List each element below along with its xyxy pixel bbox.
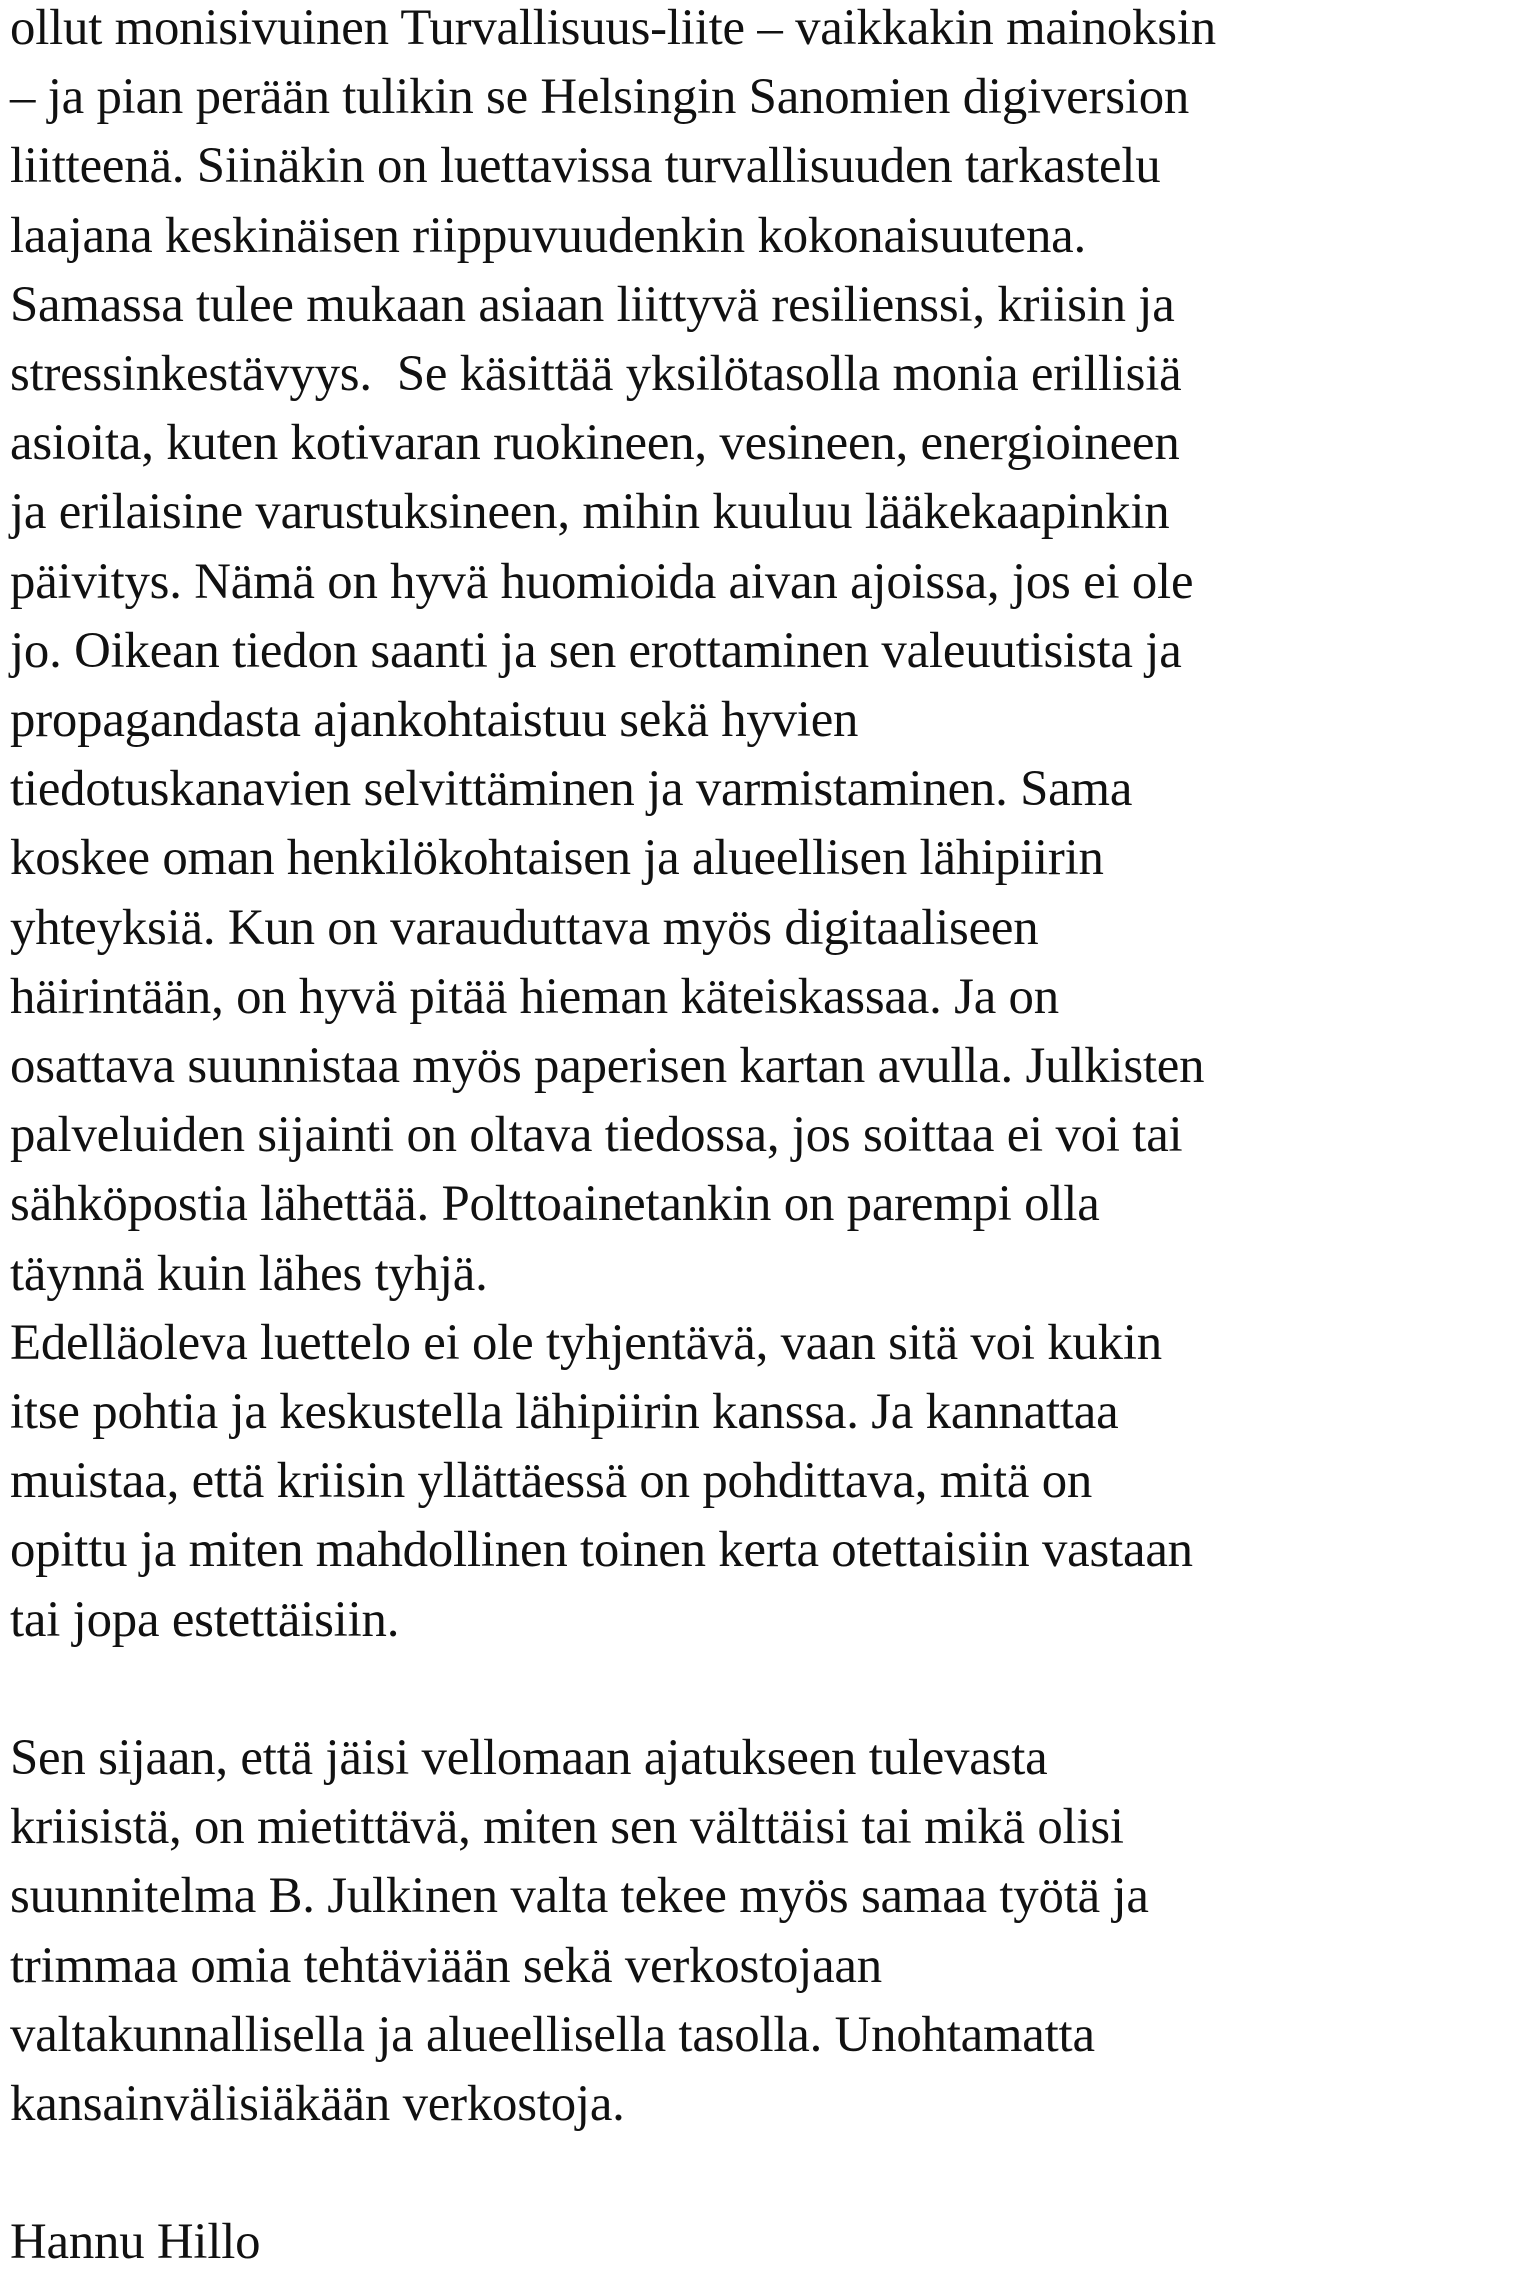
text-line: ollut monisivuinen Turvallisuus-liite – vaikkakin mainoksin xyxy=(10,0,1216,56)
text-line: Edelläoleva luettelo ei ole tyhjentävä, vaan sitä voi kukin xyxy=(10,1314,1162,1371)
text-line: Samassa tulee mukaan asiaan liittyvä resilienssi, kriisin ja xyxy=(10,276,1175,333)
text-line: häirintään, on hyvä pitää hieman käteiskassaa. Ja on xyxy=(10,968,1059,1025)
text-line: stressinkestävyys. Se käsittää yksilötasolla monia erillisiä xyxy=(10,346,1182,403)
paragraph-2 xyxy=(10,1309,1510,1655)
text-line: tai jopa estettäisiin. xyxy=(10,1591,400,1648)
text-line: koskee oman henkilökohtaisen ja alueellisen lähipiirin xyxy=(10,830,1104,887)
paragraph-spacer xyxy=(10,1655,1510,1724)
text-line: suunnitelma B. Julkinen valta tekee myös samaa työtä ja xyxy=(10,1868,1149,1925)
text-line: täynnä kuin lähes tyhjä. xyxy=(10,1245,488,1302)
text-line: – ja pian perään tulikin se Helsingin Sanomien digiversion xyxy=(10,69,1190,126)
text-line: sähköpostia lähettää. Polttoainetankin on parempi olla xyxy=(10,1176,1100,1233)
text-line: tiedotuskanavien selvittäminen ja varmistaminen. Sama xyxy=(10,761,1133,818)
text-line: laajana keskinäisen riippuvuudenkin kokonaisuutena. xyxy=(10,207,1087,264)
text-line: propagandasta ajankohtaistuu sekä hyvien xyxy=(10,692,859,749)
text-line: itse pohtia ja keskustella lähipiirin kanssa. Ja kannattaa xyxy=(10,1384,1119,1441)
text-line: osattava suunnistaa myös paperisen kartan avulla. Julkisten xyxy=(10,1038,1205,1095)
paragraph-spacer xyxy=(10,2139,1510,2208)
paragraph-1 xyxy=(10,0,1510,1309)
text-line: palveluiden sijainti on oltava tiedossa, jos soittaa ei voi tai xyxy=(10,1107,1183,1164)
text-line: opittu ja miten mahdollinen toinen kerta otettaisiin vastaan xyxy=(10,1522,1193,1579)
paragraph-3 xyxy=(10,1724,1510,2139)
author-signature: Hannu Hillo xyxy=(10,2214,261,2271)
text-line: valtakunnallisella ja alueellisella tasolla. Unohtamatta xyxy=(10,2006,1095,2063)
text-line: päivitys. Nämä on hyvä huomioida aivan ajoissa, jos ei ole xyxy=(10,553,1194,610)
text-line: ja erilaisine varustuksineen, mihin kuuluu lääkekaapinkin xyxy=(10,484,1170,541)
text-line: asioita, kuten kotivaran ruokineen, vesineen, energioineen xyxy=(10,415,1180,472)
text-line: Sen sijaan, että jäisi vellomaan ajatukseen tulevasta xyxy=(10,1730,1048,1787)
text-line: liitteenä. Siinäkin on luettavissa turvallisuuden tarkastelu xyxy=(10,138,1161,195)
text-line: muistaa, että kriisin yllättäessä on pohdittava, mitä on xyxy=(10,1453,1093,1510)
document-body xyxy=(10,0,1510,2278)
text-line: kriisistä, on mietittävä, miten sen välttäisi tai mikä olisi xyxy=(10,1799,1124,1856)
text-line: kansainvälisiäkään verkostoja. xyxy=(10,2076,625,2133)
text-line: jo. Oikean tiedon saanti ja sen erottaminen valeuutisista ja xyxy=(10,622,1182,679)
text-line: yhteyksiä. Kun on varauduttava myös digitaaliseen xyxy=(10,899,1039,956)
text-line: trimmaa omia tehtäviään sekä verkostojaan xyxy=(10,1937,882,1994)
